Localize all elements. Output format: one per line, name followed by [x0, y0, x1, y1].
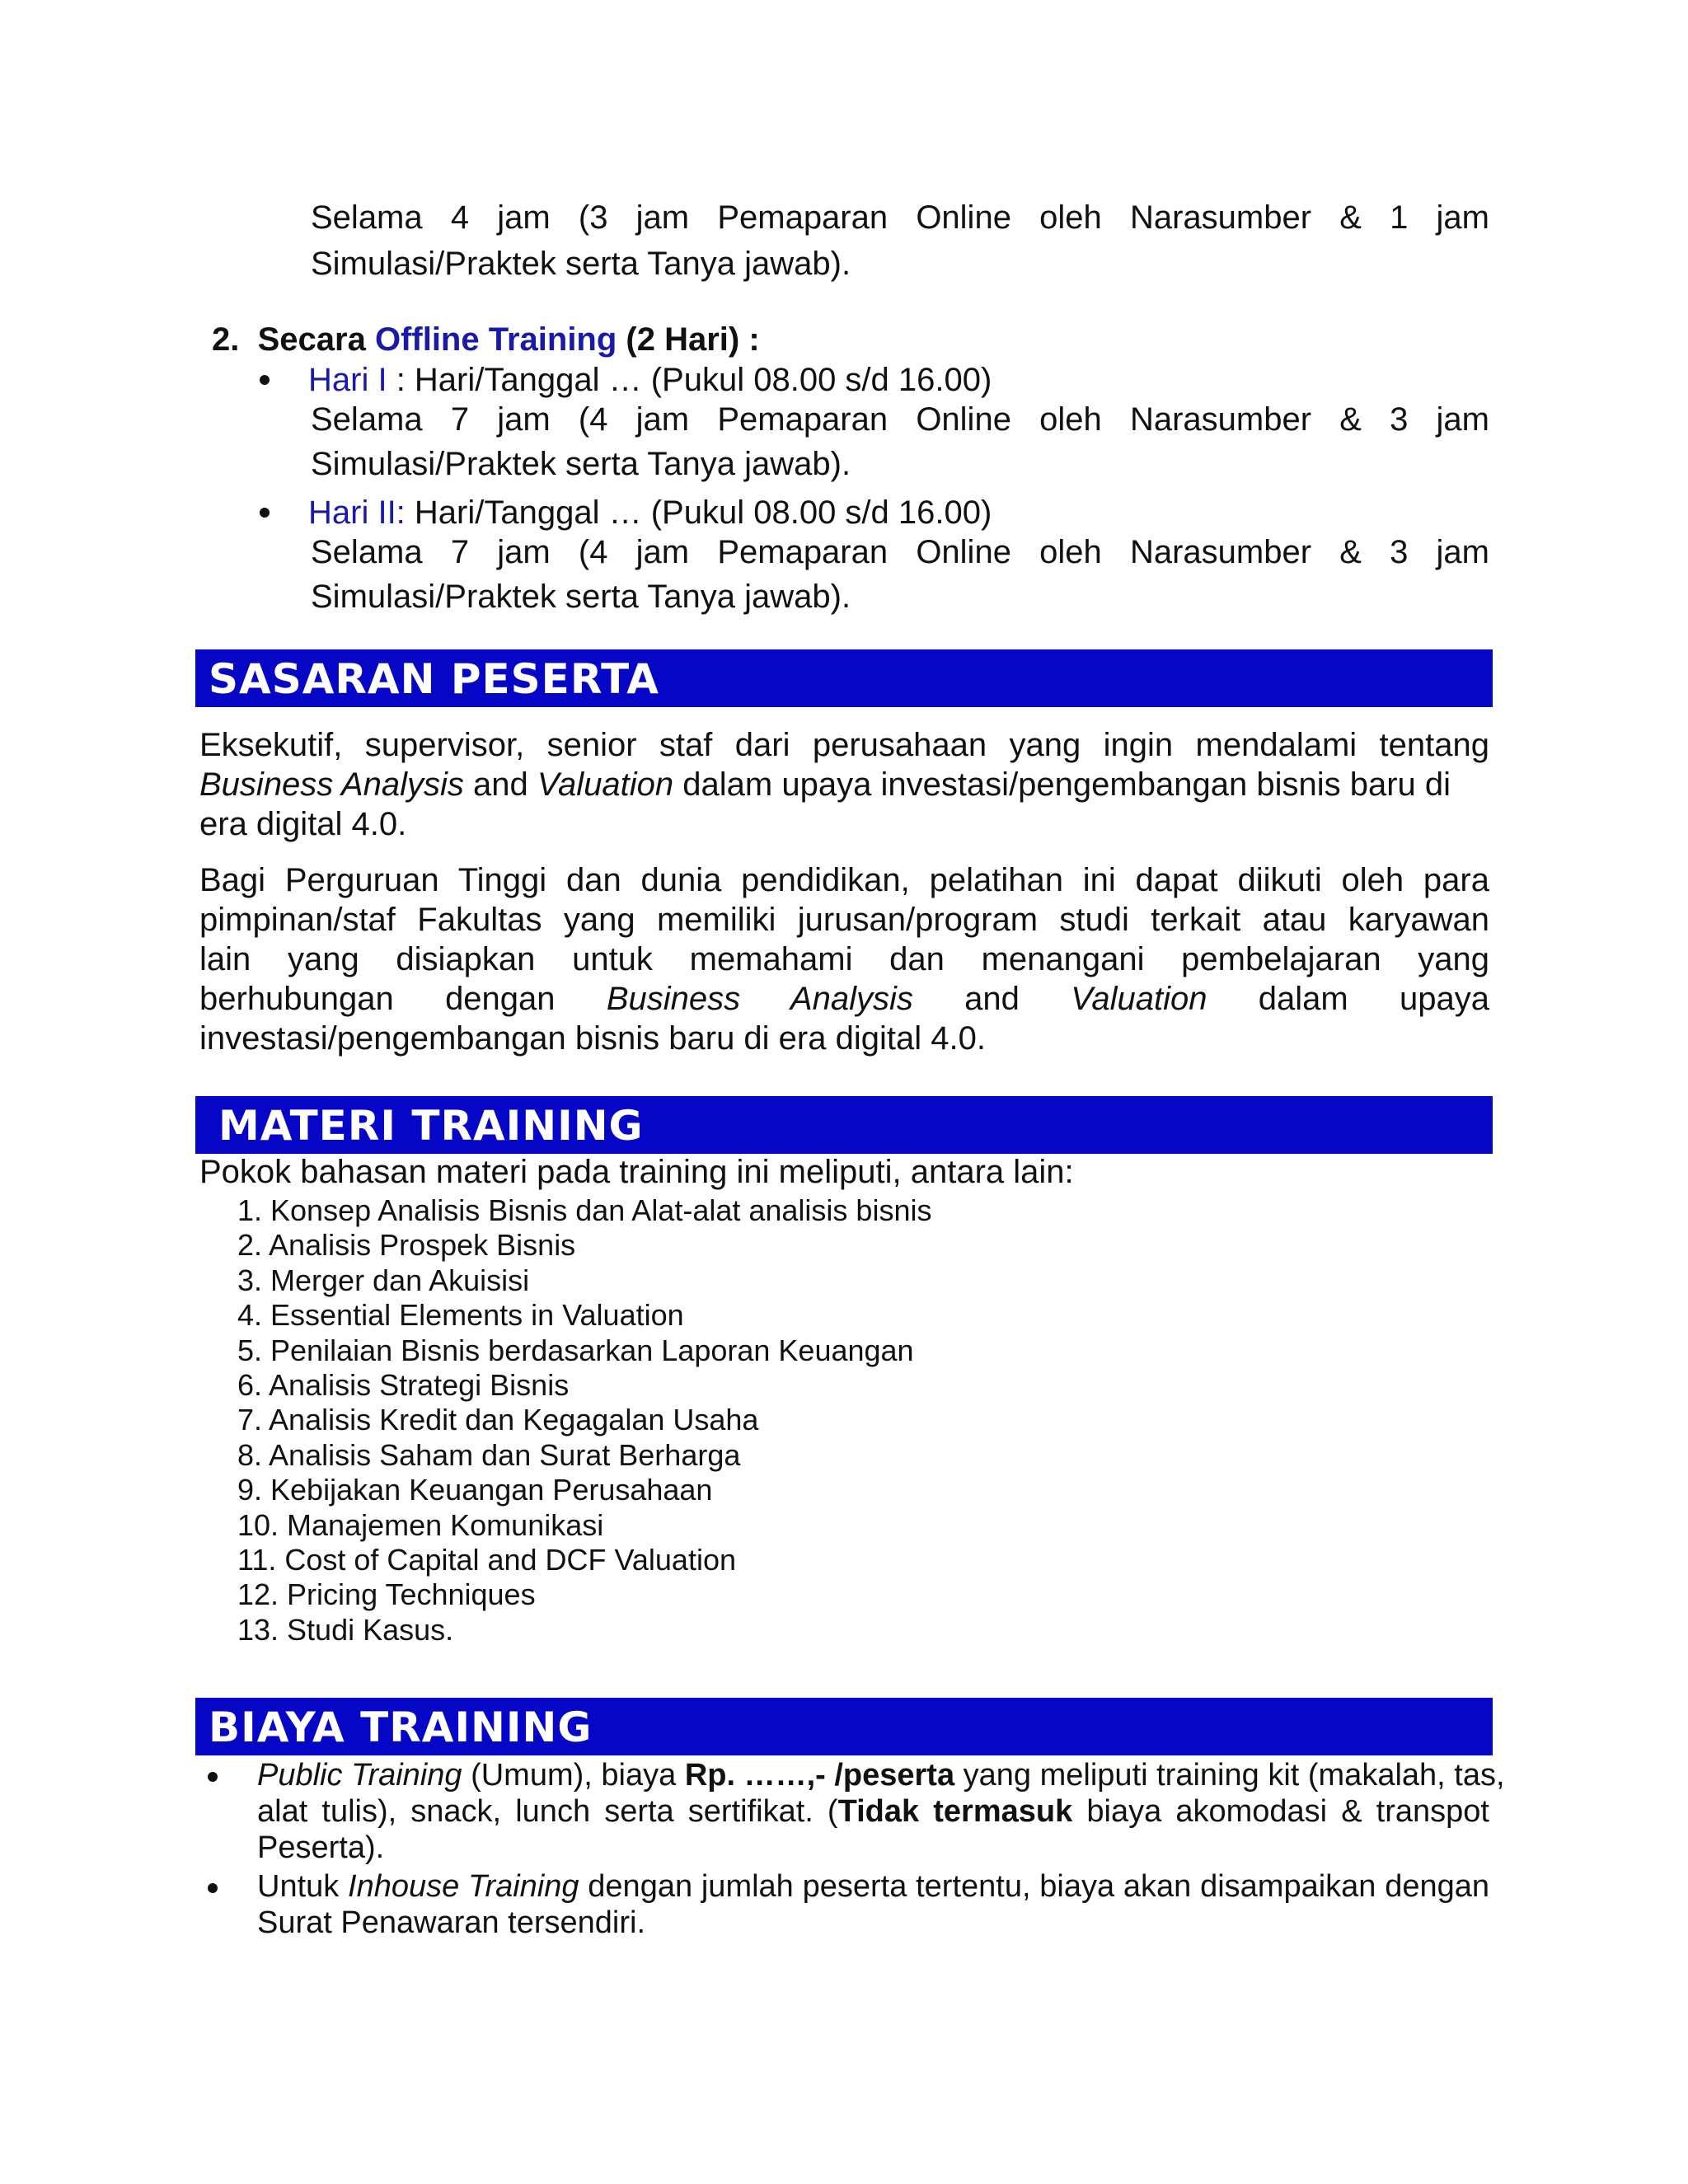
day2-duration-line1: Selama 7 jam (4 jam Pemaparan Online oleh Narasumber & 3 jam: [311, 534, 1489, 570]
materi-list-item: 11. Cost of Capital and DCF Valuation: [237, 1543, 736, 1577]
materi-list-item: 9. Kebijakan Keuangan Perusahaan: [237, 1473, 713, 1507]
sasaran-p2-line3: lain yang disiapkan untuk memahami dan menangani pembelajaran yang: [199, 941, 1489, 977]
day1-label: Hari I: [308, 362, 387, 398]
section-header-sasaran: [195, 649, 1493, 707]
day2-schedule: [308, 493, 992, 532]
term-business-analysis: Business Analysis: [199, 766, 464, 803]
text-fragment: dengan jumlah peserta tertentu, biaya akan disampaikan dengan: [579, 1869, 1490, 1904]
text-fragment: Untuk: [257, 1869, 349, 1904]
materi-list-item: 13. Studi Kasus.: [237, 1612, 454, 1647]
section-title-biaya: BIAYA TRAINING: [209, 1704, 593, 1751]
section-header-biaya: [195, 1698, 1493, 1755]
text-fragment: dalam upaya investasi/pengembangan bisnis baru di: [673, 766, 1451, 803]
materi-list-item: 10. Manajemen Komunikasi: [237, 1507, 604, 1542]
materi-list-item: 4. Essential Elements in Valuation: [237, 1298, 684, 1333]
materi-list-item: 8. Analisis Saham dan Surat Berharga: [237, 1437, 741, 1472]
text-fragment: (Umum), biaya: [462, 1758, 685, 1793]
materi-list-item: 7. Analisis Kredit dan Kegagalan Usaha: [237, 1403, 759, 1437]
offline-number: 2.: [212, 321, 240, 358]
text-fragment: yang meliputi training kit (makalah, tas,: [954, 1758, 1505, 1793]
day1-duration-line2: Simulasi/Praktek serta Tanya jawab).: [311, 446, 851, 482]
exclusion-note: Tidak termasuk: [837, 1794, 1073, 1829]
biaya-inhouse-line2: Surat Penawaran tersendiri.: [257, 1905, 646, 1940]
term-inhouse-training: Inhouse Training: [348, 1869, 579, 1904]
bullet-icon: [208, 1772, 218, 1782]
term-business-analysis: Business Analysis: [606, 981, 913, 1017]
materi-list-item: 5. Penilaian Bisnis berdasarkan Laporan Keuangan: [237, 1333, 914, 1367]
day1-duration-line1: Selama 7 jam (4 jam Pemaparan Online oleh Narasumber & 3 jam: [311, 401, 1489, 438]
offline-heading: [212, 320, 760, 359]
term-valuation: Valuation: [537, 766, 674, 803]
offline-suffix: (2 Hari) :: [626, 321, 760, 358]
biaya-public-line3: Peserta).: [257, 1830, 385, 1865]
sasaran-p2-line4: [199, 979, 1489, 1019]
bullet-icon: [260, 375, 270, 385]
biaya-public-line1: [257, 1757, 1505, 1793]
online-duration-line1: Selama 4 jam (3 jam Pemaparan Online oleh Narasumber & 1 jam: [311, 199, 1489, 236]
materi-list-item: 6. Analisis Strategi Bisnis: [237, 1368, 570, 1403]
materi-intro: Pokok bahasan materi pada training ini meliputi, antara lain:: [199, 1154, 1074, 1190]
day1-schedule: [308, 360, 992, 400]
sasaran-paragraph-2: [199, 860, 1489, 1058]
sasaran-p2-line5: investasi/pengembangan bisnis baru di era digital 4.0.: [199, 1020, 986, 1057]
sasaran-p1-line2: [199, 765, 1489, 804]
day2-separator: [406, 494, 415, 531]
materi-list-item: 3. Merger dan Akuisisi: [237, 1263, 530, 1297]
biaya-item-inhouse: [257, 1868, 1489, 1941]
bullet-icon: [208, 1883, 218, 1893]
text-fragment: biaya akomodasi & transpot: [1072, 1794, 1489, 1829]
sasaran-p1-line1: Eksekutif, supervisor, senior staf dari perusahaan yang ingin mendalami tentang: [199, 727, 1489, 763]
section-title-sasaran: SASARAN PESERTA: [209, 655, 660, 703]
biaya-public-line2: [257, 1793, 1489, 1830]
text-fragment: berhubungan dengan: [199, 981, 607, 1017]
sasaran-paragraph-1: [199, 725, 1489, 844]
day1-datetime: Hari/Tanggal … (Pukul 08.00 s/d 16.00): [414, 362, 992, 398]
biaya-item-public: [257, 1757, 1505, 1866]
sasaran-p2-line1: Bagi Perguruan Tinggi dan dunia pendidikan, pelatihan ini dapat diikuti oleh para: [199, 862, 1489, 898]
materi-list: [237, 1193, 931, 1647]
offline-prefix: Secara: [257, 321, 366, 358]
text-fragment: and: [912, 981, 1071, 1017]
online-duration-line2: Simulasi/Praktek serta Tanya jawab).: [311, 246, 851, 282]
bullet-icon: [260, 508, 270, 518]
section-title-materi: MATERI TRAINING: [218, 1102, 644, 1150]
text-fragment: dalam upaya: [1207, 981, 1490, 1017]
term-public-training: Public Training: [257, 1758, 462, 1793]
offline-highlight: Offline Training: [374, 321, 617, 358]
materi-list-item: 12. Pricing Techniques: [237, 1577, 536, 1612]
day2-duration-line2: Simulasi/Praktek serta Tanya jawab).: [311, 579, 851, 615]
sasaran-p2-line2: pimpinan/staf Fakultas yang memiliki jurusan/program studi terkait atau karyawan: [199, 902, 1489, 938]
price-value: Rp. ……,- /peserta: [684, 1758, 955, 1793]
section-header-materi: [195, 1096, 1493, 1154]
materi-list-item: 2. Analisis Prospek Bisnis: [237, 1228, 576, 1263]
biaya-inhouse-line1: [257, 1868, 1489, 1905]
term-valuation: Valuation: [1071, 981, 1207, 1017]
text-fragment: alat tulis), snack, lunch serta sertifikat. (: [257, 1794, 838, 1829]
materi-list-item: 1. Konsep Analisis Bisnis dan Alat-alat analisis bisnis: [237, 1193, 932, 1227]
text-fragment: and: [463, 766, 537, 803]
sasaran-p1-line3: era digital 4.0.: [199, 806, 407, 842]
day1-separator: :: [387, 362, 415, 398]
day2-datetime: Hari/Tanggal … (Pukul 08.00 s/d 16.00): [414, 494, 992, 531]
day2-label: Hari II:: [308, 494, 406, 531]
